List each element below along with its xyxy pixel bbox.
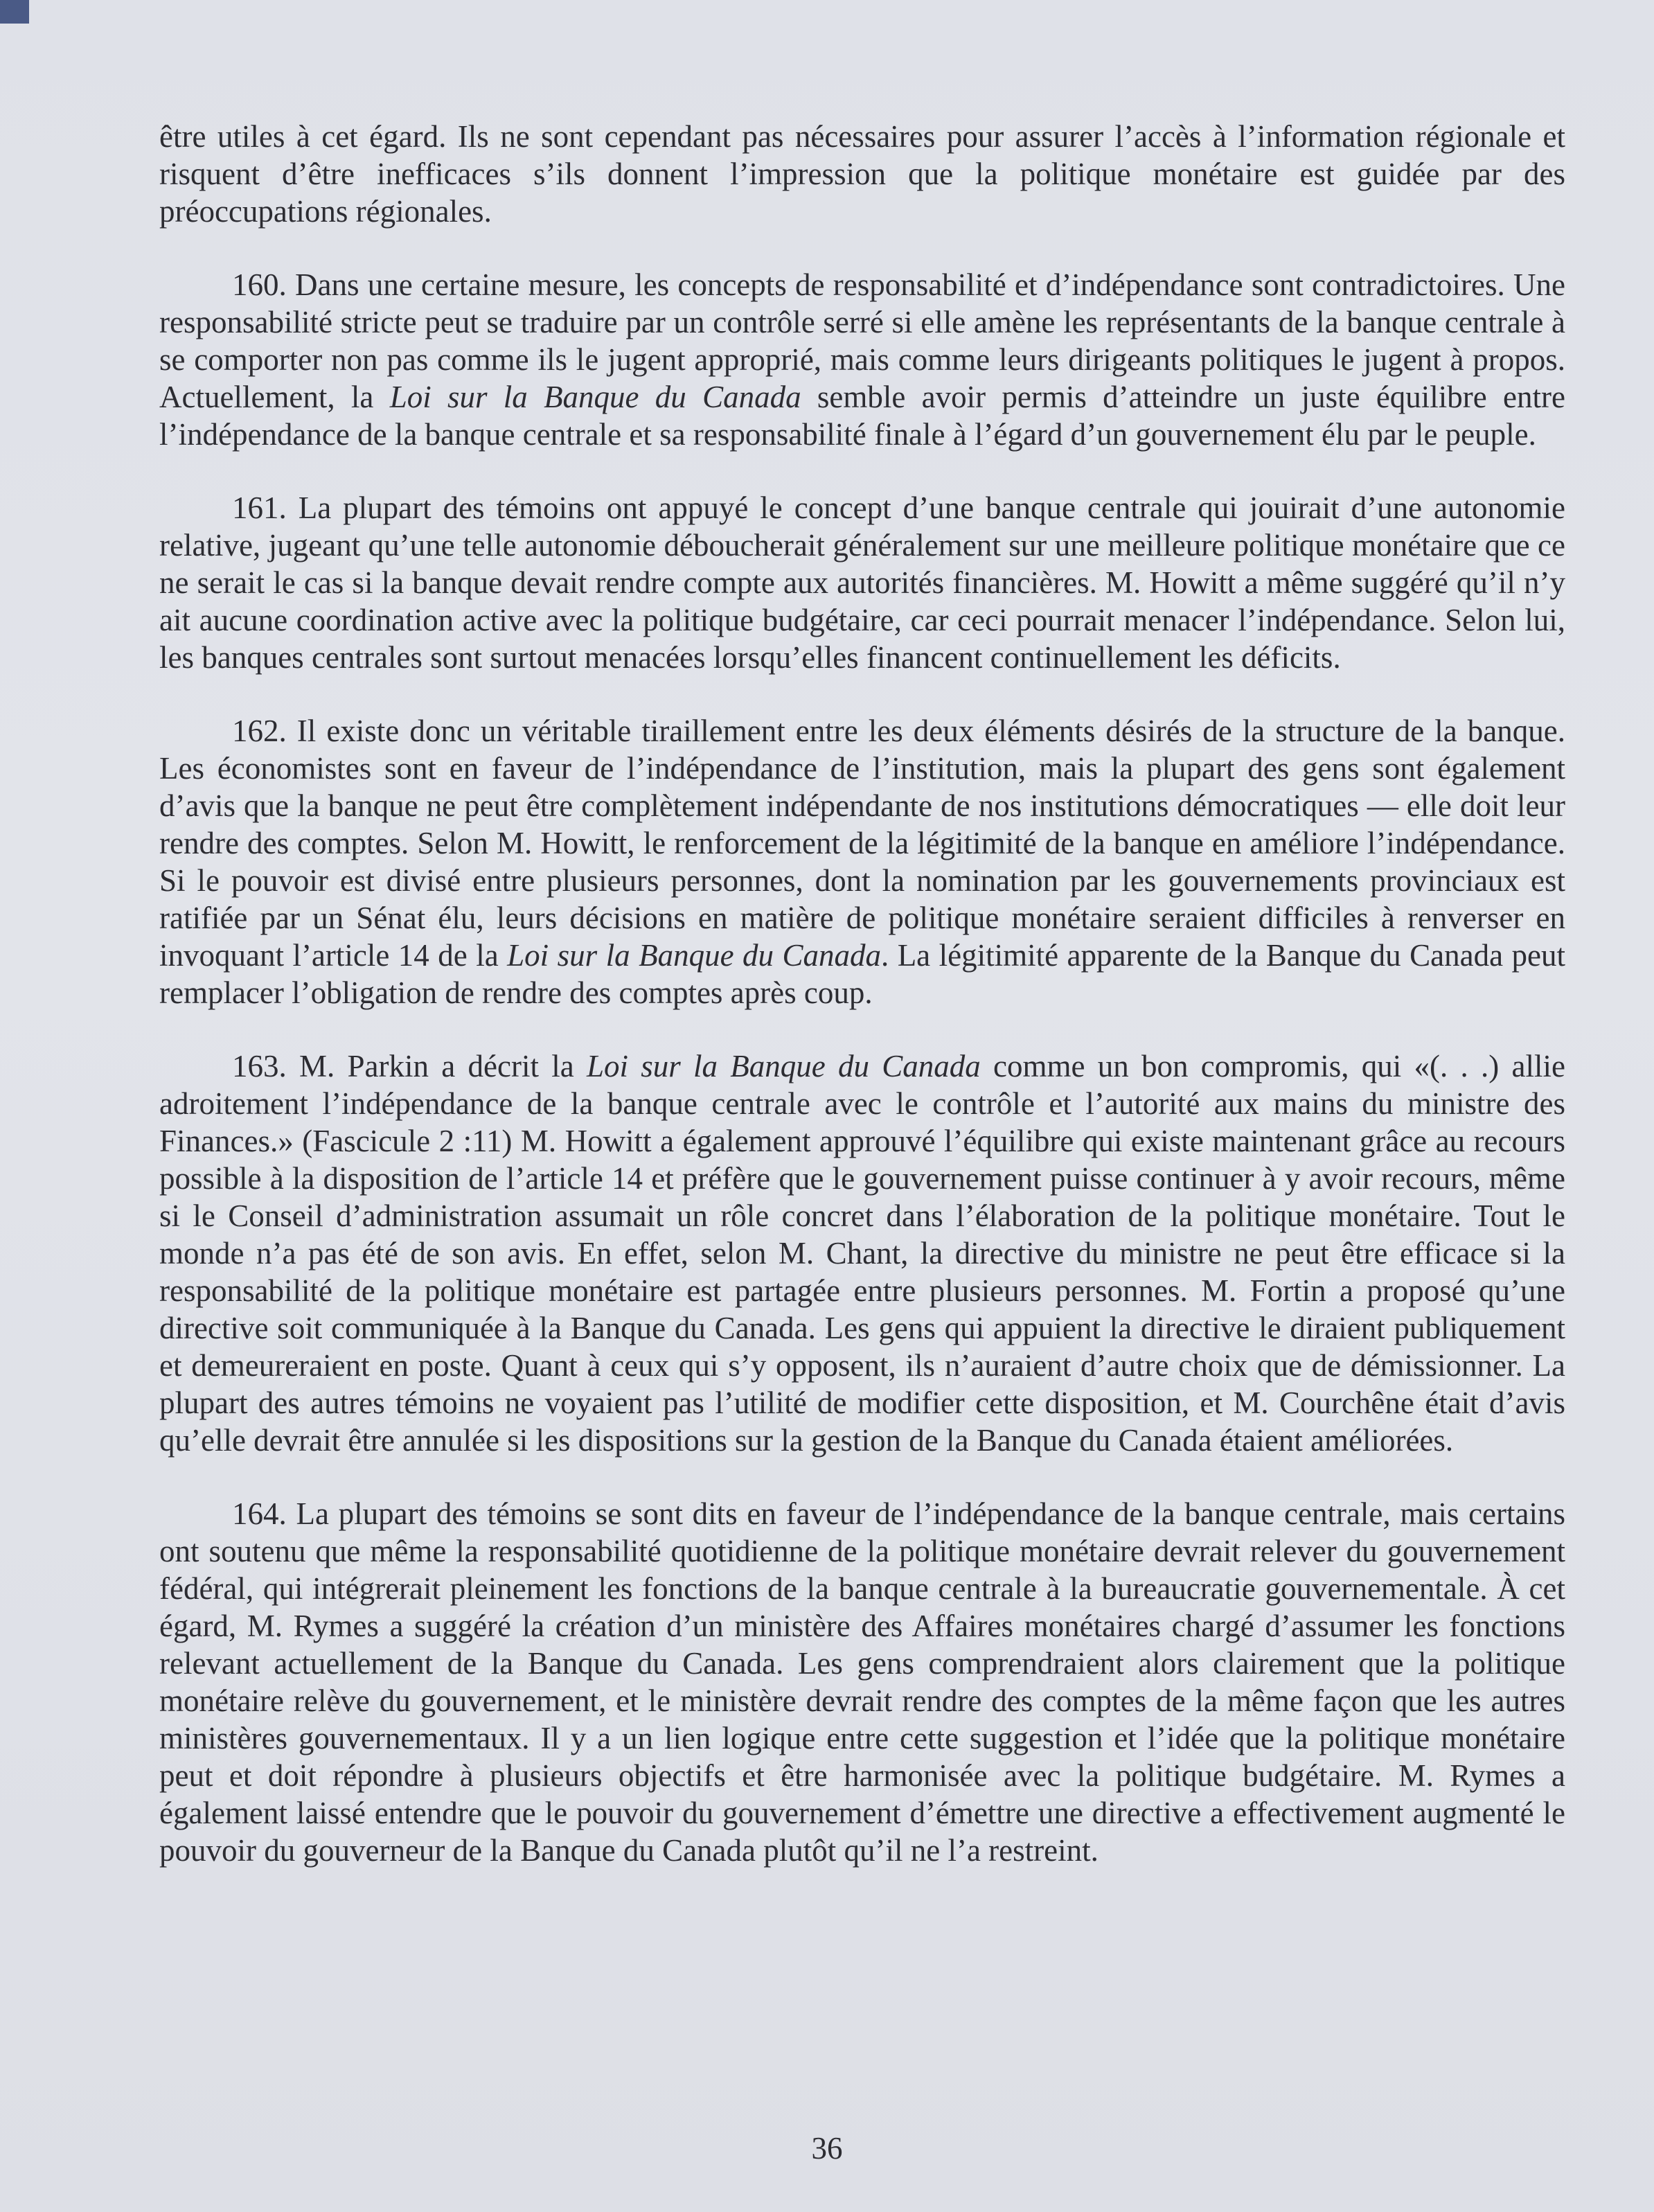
paragraph-163-text-2: comme un bon compromis, qui «(. . .) allie adroitement l’indépendance de la banque centrale avec le contrôle et l’autorité aux mains du ministre des Finances.» (Fascicule 2 :11) M. Howitt a également approuvé l’équilibre qui existe maintenant grâce au recours possible à la disposition de l’article 14 et préfère que le gouvernement puisse continuer à y avoir recours, même si le Conseil d’administration assumait un rôle concret dans l’élaboration de la politique monétaire. Tout le monde n’a pas été de son avis. En effet, selon M. Chant, la directive du ministre ne peut être efficace si la responsabilité de la politique monétaire est partagée entre plusieurs personnes. M. Fortin a proposé qu’une directive soit communiquée à la Banque du Canada. Les gens qui appuient la directive le diraient publiquement et demeureraient en poste. Quant à ceux qui s’y opposent, ils n’auraient d’autre choix que de démissionner. La plupart des autres témoins ne voyaient pas l’utilité de modifier cette disposition, et M. Courchêne était d’avis qu’elle devrait être annulée si les dispositions sur la gestion de la Banque du Canada étaient améliorées. (159, 1049, 1565, 1458)
paragraph-continuation: être utiles à cet égard. Ils ne sont cependant pas nécessaires pour assurer l’accès à l’information régionale et risquent d’être inefficaces s’ils donnent l’impression que la politique monétaire est guidée par des préoccupations régionales. (159, 119, 1565, 229)
paragraph-160-text-2: semble avoir permis d’atteindre un juste équilibre entre l’indépendance de la banque centrale et sa responsabilité finale à l’égard d’un gouvernement élu par le peuple. (159, 380, 1565, 452)
paragraph-163 (159, 1047, 1565, 1459)
paragraph-162-text-1: 162. Il existe donc un véritable tiraillement entre les deux éléments désirés de la structure de la banque. Les économistes sont en faveur de l’indépendance de l’institution, mais la plupart des gens sont également d’avis que la banque ne peut être complètement indépendante de nos institutions démocratiques — elle doit leur rendre des comptes. Selon M. Howitt, le renforcement de la légitimité de la banque en améliore l’indépendance. Si le pouvoir est divisé entre plusieurs personnes, dont la nomination par les gouvernements provinciaux est ratifiée par un Sénat élu, leurs décisions en matière de politique monétaire seraient difficiles à renverser en invoquant l’article 14 de la (159, 714, 1565, 973)
paragraph-160-text-1: 160. Dans une certaine mesure, les concepts de responsabilité et d’indépendance sont contradictoires. Une responsabilité stricte peut se traduire par un contrôle serré si elle amène les représentants de la banque centrale à se comporter non pas comme ils le jugent approprié, mais comme leurs dirigeants politiques le jugent à propos. Actuellement, la (159, 267, 1565, 414)
paragraph-162-text-2: . La légitimité apparente de la Banque du Canada peut remplacer l’obligation de rendre des comptes après coup. (159, 938, 1566, 1010)
paragraph-161: 161. La plupart des témoins ont appuyé le concept d’une banque centrale qui jouirait d’une autonomie relative, jugeant qu’une telle autonomie déboucherait généralement sur une meilleure politique monétaire que ce ne serait le cas si la banque devait rendre compte aux autorités financières. M. Howitt a même suggéré qu’il n’y ait aucune coordination active avec la politique budgétaire, car ceci pourrait menacer l’indépendance. Selon lui, les banques centrales sont surtout menacées lorsqu’elles financent continuellement les déficits. (159, 490, 1565, 675)
paragraph-163-law-title: Loi sur la Banque du Canada (586, 1049, 981, 1083)
paragraph-160-law-title: Loi sur la Banque du Canada (389, 380, 801, 414)
corner-tab (0, 0, 29, 24)
paragraph-164: 164. La plupart des témoins se sont dits en faveur de l’indépendance de la banque centrale, mais certains ont soutenu que même la responsabilité quotidienne de la politique monétaire devrait relever du gouvernement fédéral, qui intégrerait pleinement les fonctions de la banque centrale à la bureaucratie gouvernementale. À cet égard, M. Rymes a suggéré la création d’un ministère des Affaires monétaires chargé d’assumer les fonctions relevant actuellement de la Banque du Canada. Les gens comprendraient alors clairement que la politique monétaire relève du gouvernement, et le ministère devrait rendre des comptes de la même façon que les autres ministères gouvernementaux. Il y a un lien logique entre cette suggestion et l’idée que la politique monétaire peut et doit répondre à plusieurs objectifs et être harmonisée avec la politique budgétaire. M. Rymes a également laissé entendre que le pouvoir du gouvernement d’émettre une directive a effectivement augmenté le pouvoir du gouverneur de la Banque du Canada plutôt qu’il ne l’a restreint. (159, 1496, 1565, 1868)
body-text (159, 118, 1565, 1869)
paragraph-160 (159, 266, 1565, 453)
paragraph-162-law-title: Loi sur la Banque du Canada (507, 938, 881, 973)
paragraph-162 (159, 712, 1565, 1011)
paragraph-163-text-1: 163. M. Parkin a décrit la (232, 1049, 587, 1083)
page-number: 36 (811, 2131, 843, 2166)
